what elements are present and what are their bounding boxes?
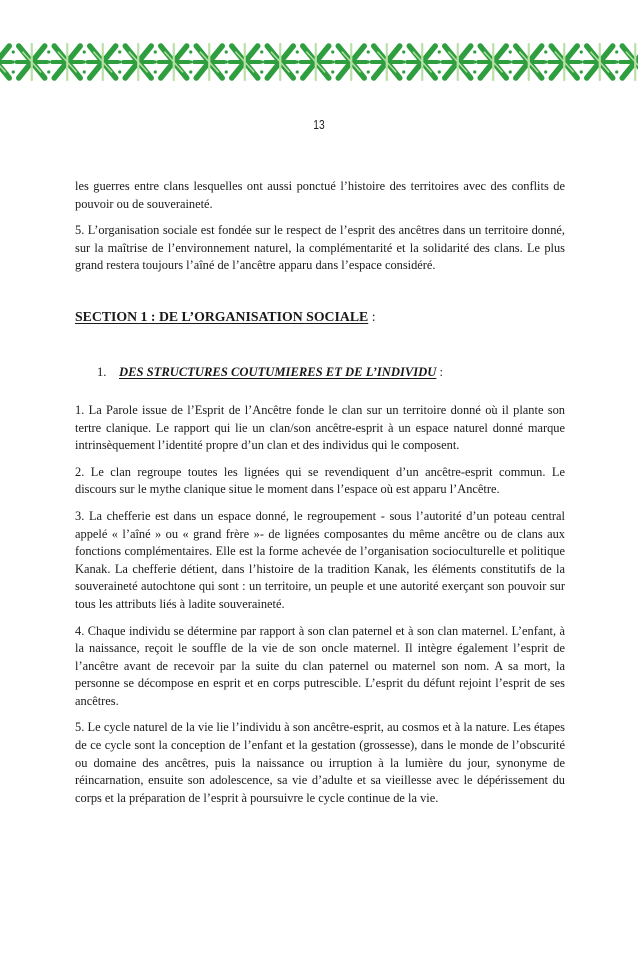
section-colon: :: [368, 308, 376, 324]
border-leaf-motif: [549, 44, 583, 80]
border-leaf-motif: [17, 44, 51, 80]
subsection-heading: [97, 365, 565, 380]
border-leaf-motif: [372, 44, 406, 80]
section-title: SECTION 1 : DE L’ORGANISATION SOCIALE: [75, 308, 369, 324]
border-leaf-motif: [159, 44, 193, 80]
page-number: 13: [313, 118, 325, 132]
section-heading: [75, 309, 565, 325]
page-content: [75, 178, 565, 816]
border-leaf-motif: [0, 44, 15, 80]
border-leaf-motif: [265, 44, 299, 80]
border-leaf-motif: [407, 44, 441, 80]
paragraph-5-cycle: 5. Le cycle naturel de la vie lie l’individu à son ancêtre-esprit, au cosmos et à la nature. Les étapes de ce cycle sont la conception de l’enfant et la gestation (grossesse), dans le monde de l’obscurité ou domaine des ancêtres, puis la naissance ou irruption à la lumière du jour, synonyme de réincarnation, ensuite son adolescence, sa vie d’adulte et sa vieillesse avec le dépérissement du corps et la préparation de l’esprit à poursuivre le cycle continue de la vie.: [75, 720, 565, 805]
paragraph-4-individu: 4. Chaque individu se détermine par rapport à son clan paternel et à son clan maternel. L’enfant, à la naissance, reçoit le souffle de la vie de son oncle maternel. Il intègre également l’esprit de l’ancêtre avant de recevoir par la suite du clan paternel ou maternel son nom. A sa mort, la personne se décompose en esprit et en corps putrescible. L’esprit du défunt rejoint l’esprit de ses ancêtres.: [75, 623, 565, 708]
paragraph-5-organisation: 5. L’organisation sociale est fondée sur le respect de l’esprit des ancêtres dans un territoire donné, sur la maîtrise de l’environnement naturel, la complémentarité et la solidarité des clans. Le plus grand restera toujours l’aîné de l’ancêtre apparu dans l’espace considéré.: [75, 223, 565, 273]
border-leaf-motif: [336, 44, 370, 80]
paragraph-1-parole: 1. La Parole issue de l’Esprit de l’Ancêtre fonde le clan sur un territoire donné où il plante son tertre clanique. Le rapport qui lie un clan/son ancêtre-esprit à un espace naturel donné marque intrinsèquement l’identité propre d’un clan et des individus qui le composent.: [75, 402, 565, 453]
border-leaf-motif: [123, 44, 157, 80]
paragraph-2-clan: 2. Le clan regroupe toutes les lignées qui se revendiquent d’un ancêtre-esprit commun. Le discours sur le mythe clanique situe le moment dans l’espace où est apparu l’Ancêtre.: [75, 464, 565, 497]
border-leaf-motif: [301, 44, 335, 80]
border-leaf-motif: [443, 44, 477, 80]
subsection-colon: :: [436, 364, 444, 379]
border-leaf-motif: [194, 44, 228, 80]
paragraph-continuation: les guerres entre clans lesquelles ont aussi ponctué l’histoire des territoires avec des conflits de pouvoir ou de souveraineté.: [75, 179, 565, 211]
border-leaf-motif: [514, 44, 548, 80]
paragraph-3-chefferie: 3. La chefferie est dans un espace donné, le regroupement - sous l’autorité d’un poteau central appelé « l’aîné » ou « grand frère »- de lignées composantes du même ancêtre ou de clans aux fonctions complémentaires. Elle est la forme achevée de l’organisation socioculturelle et politique Kanak. La chefferie détient, dans l’histoire de la tradition Kanak, les éléments constitutifs de la souveraineté autochtone qui sont : un territoire, un peuple et une autorité exerçant son pouvoir sur tous les attributs liés à ladite souveraineté.: [75, 508, 565, 611]
decorative-border: [0, 38, 638, 86]
border-leaf-motif: [478, 44, 512, 80]
border-leaf-motif: [52, 44, 86, 80]
border-leaf-motif: [585, 44, 619, 80]
border-leaf-motif: [620, 44, 638, 80]
border-leaf-motif: [88, 44, 122, 80]
subsection-title: DES STRUCTURES COUTUMIERES ET DE L’INDIVIDU: [119, 364, 437, 379]
border-leaf-motif: [230, 44, 264, 80]
subsection-number: 1.: [97, 364, 107, 379]
